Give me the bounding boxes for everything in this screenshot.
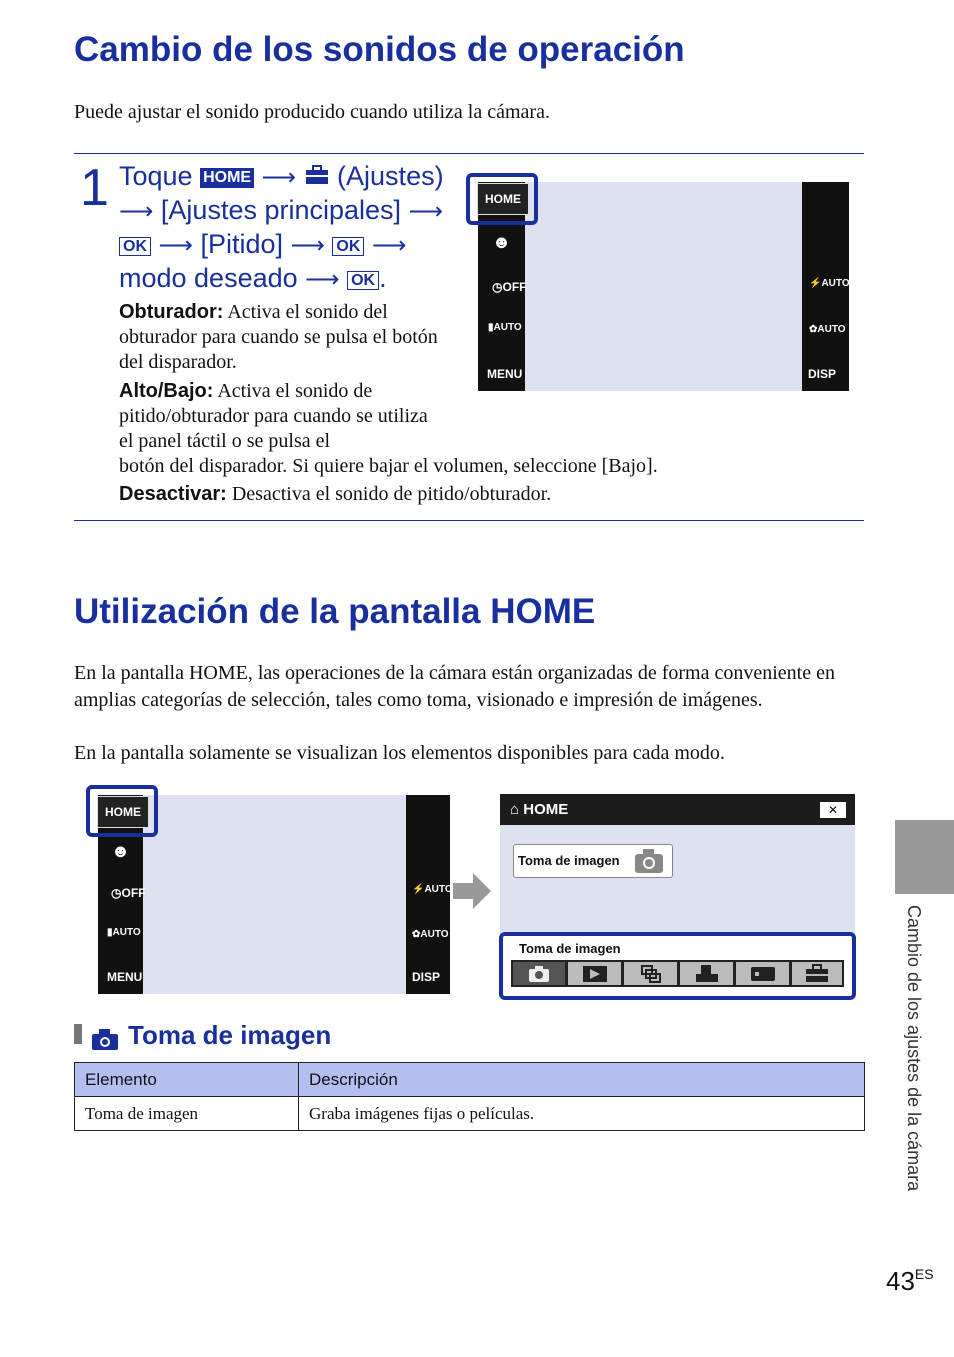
category-tabs	[511, 960, 844, 987]
section2-title: Utilización de la pantalla HOME	[74, 592, 596, 631]
arrow-icon: ⟶	[119, 198, 154, 226]
home-button[interactable]: HOME	[477, 183, 529, 215]
step-instructions: Toque HOME ⟶ (Ajustes) ⟶ [Ajustes principales] ⟶ OK ⟶ [Pitido] ⟶ OK ⟶ modo deseado ⟶ OK .	[119, 161, 444, 294]
option-high-low-term: Alto/Bajo:	[119, 380, 214, 402]
option-high-low	[119, 379, 429, 454]
category-label: Toma de imagen	[519, 941, 621, 956]
step-touch-word: Toque	[119, 161, 193, 191]
tab-playback-icon[interactable]	[568, 962, 621, 985]
table-row	[75, 1097, 865, 1131]
page-number: $43^{ES}$	[886, 1266, 934, 1296]
toma-de-imagen-button[interactable]: Toma de imagen	[513, 844, 673, 878]
option-shutter-desc: Activa el sonido del obturador para cuando se pulsa el botón del disparador.	[119, 301, 438, 373]
step-desired-mode: modo deseado	[119, 263, 298, 294]
smile-icon: ☻	[492, 232, 511, 252]
tab-settings-toolbox-icon[interactable]	[792, 962, 842, 985]
section1-intro: Puede ajustar el sonido producido cuando utiliza la cámara.	[74, 101, 550, 123]
camera-icon	[634, 848, 664, 879]
home-badge: HOME	[200, 168, 254, 188]
house-icon: ⌂	[510, 801, 520, 818]
step-beep: [Pitido]	[200, 229, 283, 260]
iso-auto-icon: ▮AUTO	[488, 322, 522, 333]
ok-icon: OK	[332, 237, 364, 256]
step-main-settings: [Ajustes principales]	[160, 195, 402, 226]
table-header-element: Elemento	[75, 1063, 299, 1097]
arrow-icon: ⟶	[158, 232, 193, 260]
top-rule	[74, 153, 864, 154]
bottom-rule	[74, 520, 864, 521]
right-arrow-icon	[453, 871, 493, 916]
arrow-icon: ⟶	[290, 232, 325, 260]
chapter-title: Cambio de los ajustes de la cámara	[904, 905, 924, 1192]
option-shutter-term: Obturador:	[119, 301, 224, 323]
option-off-desc: Desactiva el sonido de pitido/obturador.	[231, 483, 552, 505]
flash-auto-icon: ⚡AUTO	[412, 884, 453, 895]
tab-print-icon[interactable]	[680, 962, 733, 985]
section2-para1: En la pantalla HOME, las operaciones de la cámara están organizadas de forma conveniente en amplias categorías de selección, tales como toma, visionado e impresión de imágenes.	[74, 662, 835, 711]
option-shutter	[119, 300, 449, 375]
table-header-row	[75, 1063, 865, 1097]
flash-auto-icon: ⚡AUTO	[809, 278, 850, 289]
table-header-description: Descripción	[299, 1063, 865, 1097]
self-timer-off-icon: ◷OFF	[492, 280, 527, 294]
option-off	[119, 482, 551, 507]
home-screen-header	[500, 794, 855, 825]
disp-button[interactable]: DISP	[412, 970, 441, 984]
self-timer-off-icon: ◷OFF	[111, 886, 146, 900]
tab-memory-icon[interactable]	[736, 962, 789, 985]
option-off-term: Desactivar:	[119, 483, 227, 505]
ok-icon: OK	[119, 237, 151, 256]
step-settings-label: (Ajustes)	[337, 161, 444, 191]
menu-button[interactable]: MENU	[107, 970, 143, 984]
toolbox-icon	[304, 161, 330, 194]
chapter-tab	[895, 820, 954, 894]
macro-auto-icon: ✿AUTO	[412, 929, 449, 940]
table-cell-description: Graba imágenes fijas o películas.	[299, 1097, 865, 1131]
page-suffix: ES	[914, 1266, 934, 1282]
ok-icon: OK	[347, 271, 379, 290]
items-table	[74, 1062, 865, 1131]
subsection-marker	[74, 1024, 82, 1044]
arrow-icon: ⟶	[408, 198, 443, 226]
disp-button[interactable]: DISP	[808, 367, 837, 381]
option-high-low-desc-cont: botón del disparador. Si quiere bajar el volumen, seleccione [Bajo].	[119, 455, 658, 477]
tab-slideshow-icon[interactable]	[624, 962, 677, 985]
arrow-icon: ⟶	[305, 266, 340, 294]
subsection-title: Toma de imagen	[128, 1020, 332, 1050]
section1-title: Cambio de los sonidos de operación	[74, 30, 685, 69]
smile-icon: ☻	[111, 841, 130, 861]
category-bar	[499, 932, 856, 1000]
section2-para2: En la pantalla solamente se visualizan los elementos disponibles para cada modo.	[74, 742, 725, 764]
step-number: 1	[80, 159, 109, 217]
tab-shooting-camera-icon[interactable]	[513, 962, 565, 985]
iso-auto-icon: ▮AUTO	[107, 927, 141, 938]
table-cell-element: Toma de imagen	[75, 1097, 299, 1131]
arrow-icon: ⟶	[261, 164, 297, 191]
close-button[interactable]: ✕	[820, 802, 846, 818]
arrow-icon: ⟶	[371, 232, 407, 260]
option-high-low-desc: Activa el sonido de pitido/obturador para cuando se utiliza el panel táctil o se pulsa el	[119, 380, 428, 452]
macro-auto-icon: ✿AUTO	[809, 324, 846, 335]
home-header-title: ⌂ HOME	[510, 801, 569, 818]
home-button[interactable]: HOME	[97, 796, 149, 828]
menu-button[interactable]: MENU	[487, 367, 523, 381]
camera-icon	[91, 1027, 119, 1056]
